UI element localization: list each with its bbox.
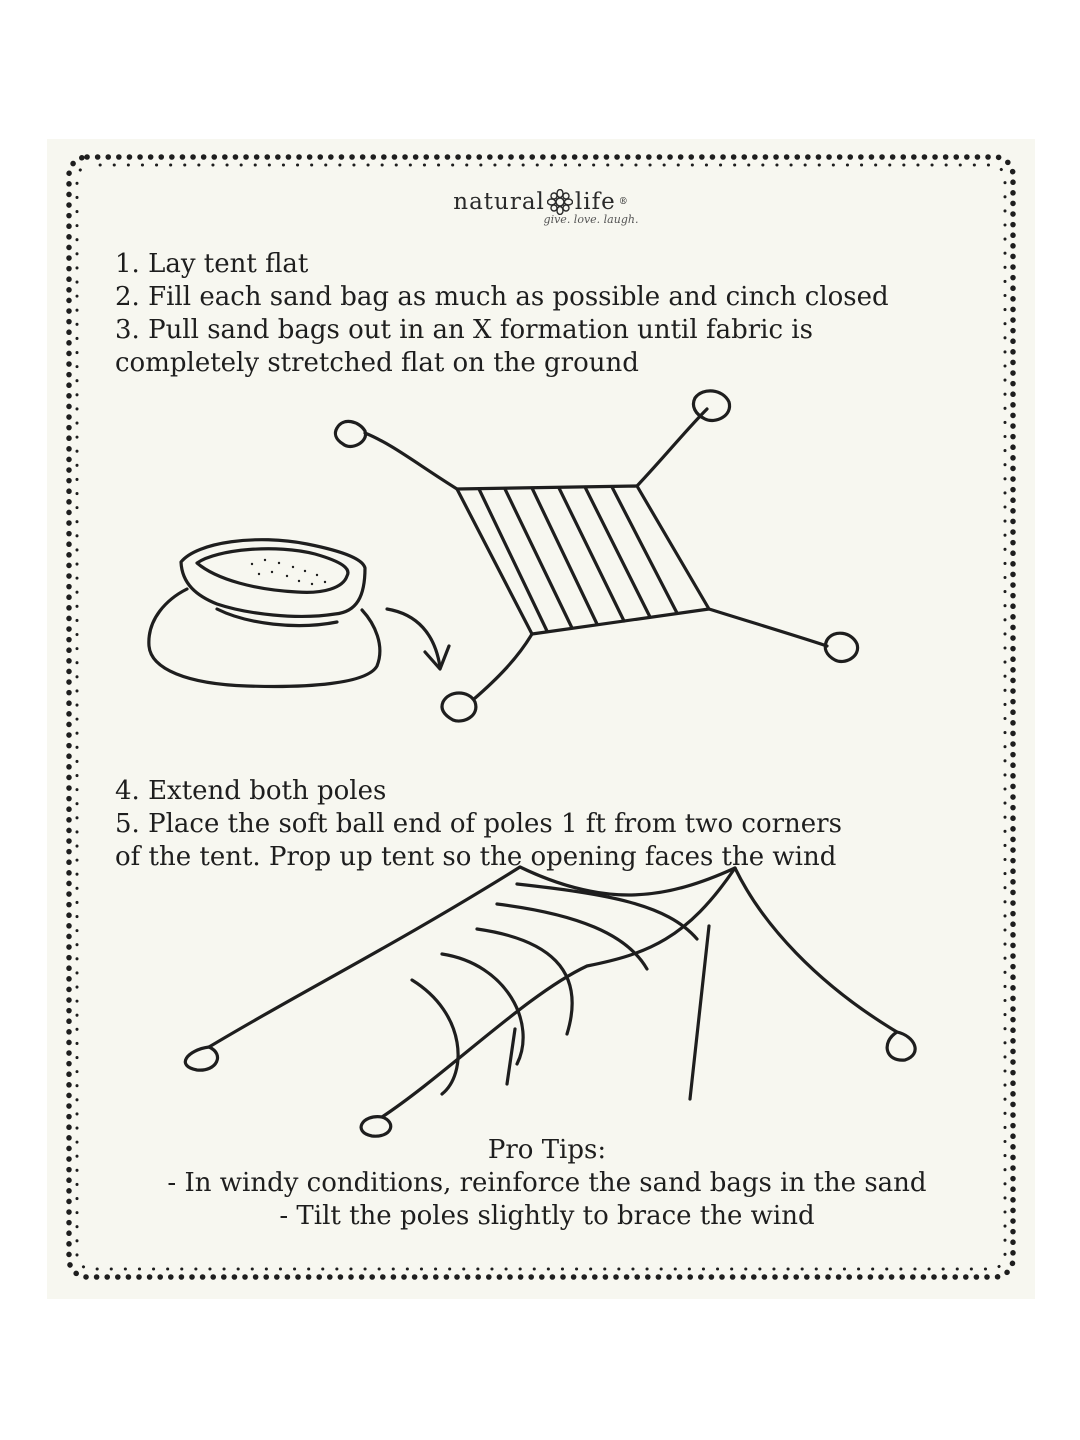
brand-tagline: give. love. laugh.: [543, 213, 639, 226]
tent-poles: [507, 926, 709, 1099]
steps-part-one: [115, 248, 889, 380]
registered-mark: ®: [618, 197, 629, 207]
brand-name-left: natural: [453, 189, 545, 215]
instruction-card: [47, 139, 1035, 1299]
propped-tent-illustration: [47, 854, 1035, 1144]
open-sand-bag-icon: [149, 540, 380, 687]
arrow-icon: [387, 609, 449, 669]
pro-tip-1: - In windy conditions, reinforce the sand bags in the sand: [167, 1168, 927, 1198]
brand-logo: [47, 189, 1035, 226]
flat-tent-illustration: [47, 384, 1035, 744]
brand-name: [453, 189, 629, 215]
propped-tent-sand-bags: [185, 1032, 915, 1136]
step-2: 2. Fill each sand bag as much as possible and cinch closed: [115, 282, 889, 312]
brand-name-right: life: [574, 189, 616, 215]
step-5: 5. Place the soft ball end of poles 1 ft from two corners: [115, 809, 842, 839]
sand-bags: [335, 391, 857, 721]
step-5-continued: of the tent. Prop up tent so the opening faces the wind: [115, 842, 837, 872]
sand-bag-ropes: [365, 409, 827, 699]
step-3-continued: completely stretched flat on the ground: [115, 348, 639, 378]
step-3: 3. Pull sand bags out in an X formation until fabric is: [115, 315, 813, 345]
pro-tip-2: - Tilt the poles slightly to brace the wind: [279, 1201, 815, 1231]
flower-icon: [547, 189, 573, 215]
pro-tips-heading: Pro Tips:: [487, 1135, 607, 1165]
step-1: 1. Lay tent flat: [115, 249, 309, 279]
pro-tips: [47, 1134, 1047, 1233]
flat-tent-fabric: [457, 486, 709, 634]
step-4: 4. Extend both poles: [115, 776, 387, 806]
propped-tent-fabric: [209, 867, 897, 1117]
